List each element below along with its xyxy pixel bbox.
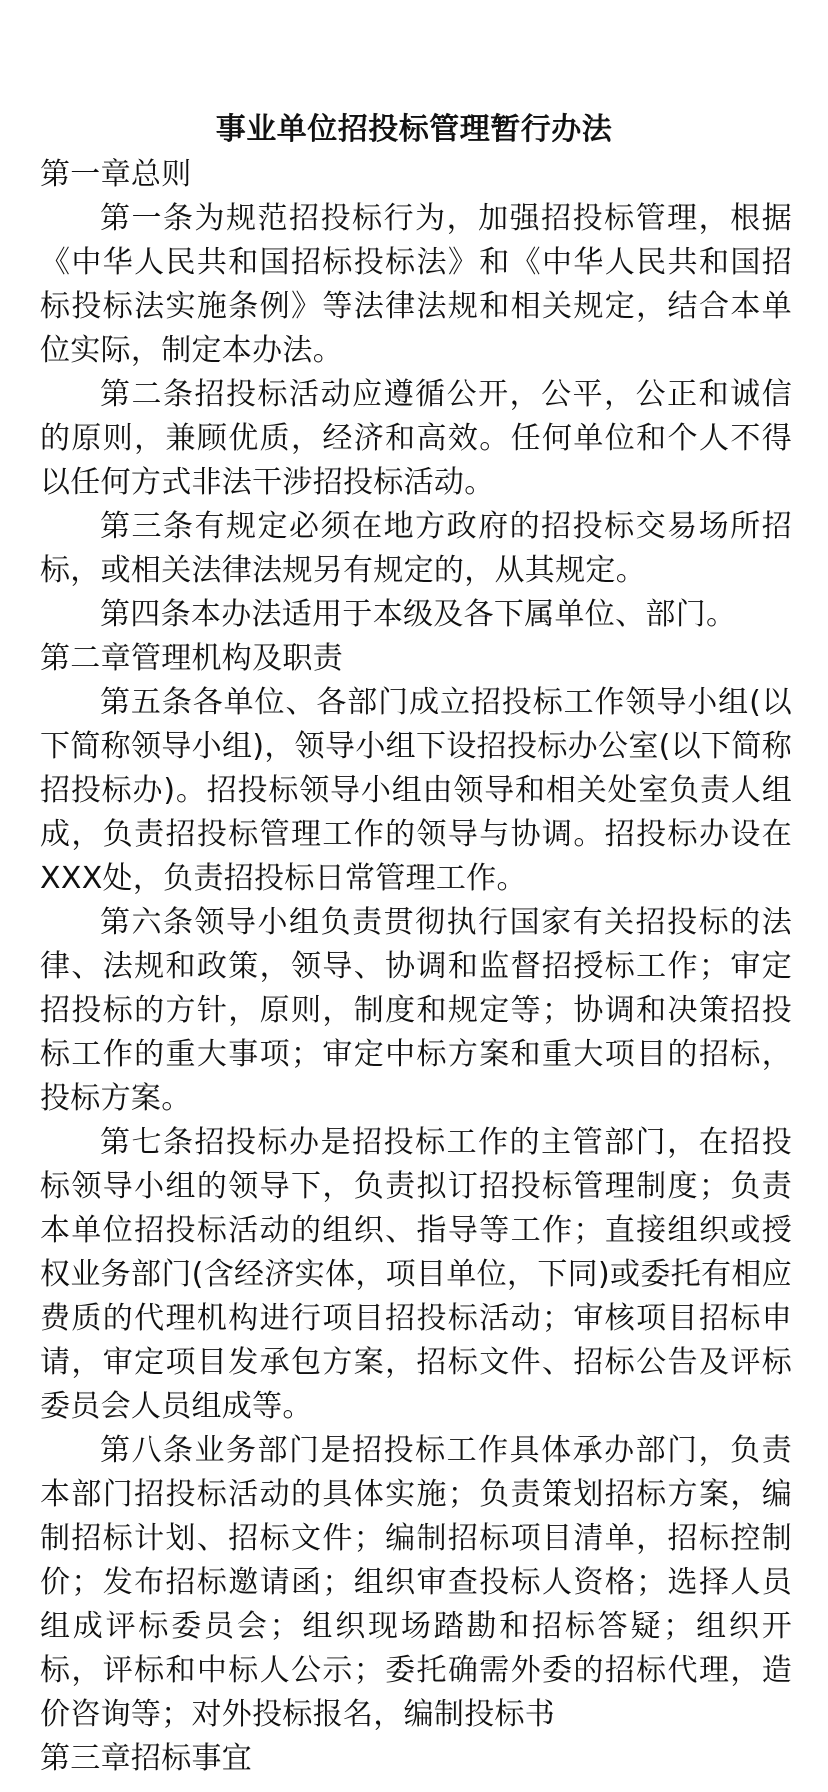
article-paragraph: 第四条本办法适用于本级及各下属单位、部门。 [100,597,737,632]
article-paragraph: 第六条领导小组负责贯彻执行国家有关招投标的法律、法规和政策，领导、协调和监督招授标工作；审定招投标的方针，原则，制度和规定等；协调和决策招投标工作的重大事项；审定中标方案和重大项目的招标，投标方案。 [40,905,792,1116]
article-paragraph: 第一条为规范招投标行为，加强招投标管理，根据《中华人民共和国招标投标法》和《中华人民共和国招标投标法实施条例》等法律法规和相关规定，结合本单位实际，制定本办法。 [40,201,792,368]
article-paragraph: 第三条有规定必须在地方政府的招投标交易场所招标，或相关法律法规另有规定的，从其规定。 [40,509,792,588]
article-paragraph: 第五条各单位、各部门成立招投标工作领导小组(以下简称领导小组)，领导小组下设招投标办公室(以下简称招投标办)。招投标领导小组由领导和相关处室负责人组成，负责招投标管理工作的领导与协调。招投标办设在XXX处，负责招投标日常管理工作。 [40,685,792,896]
chapter-heading: 第一章总则 [40,157,192,192]
chapter-heading: 第三章招标事宜 [40,1741,253,1776]
article-paragraph: 第七条招投标办是招投标工作的主管部门，在招投标领导小组的领导下，负责拟订招投标管理制度；负责本单位招投标活动的组织、指导等工作；直接组织或授权业务部门(含经济实体，项目单位，下同)或委托有相应费质的代理机构进行项目招投标活动；审核项目招标申请，审定项目发承包方案，招标文件、招标公告及评标委员会人员组成等。 [40,1125,792,1424]
article-paragraph: 第二条招投标活动应遵循公开，公平，公正和诚信的原则，兼顾优质，经济和高效。任何单位和个人不得以任何方式非法干涉招投标活动。 [40,377,792,500]
document-body [40,153,792,1781]
document-title: 事业单位招投标管理暂行办法 [215,112,613,147]
chapter-heading: 第二章管理机构及职责 [40,641,343,676]
article-paragraph: 第八条业务部门是招投标工作具体承办部门，负责本部门招投标活动的具体实施；负责策划招标方案，编制招标计划、招标文件；编制招标项目清单，招标控制价；发布招标邀请函；组织审查投标人资格；选择人员组成评标委员会；组织现场踏勘和招标答疑；组织开标，评标和中标人公示；委托确需外委的招标代理，造价咨询等；对外投标报名，编制投标书 [40,1433,792,1732]
